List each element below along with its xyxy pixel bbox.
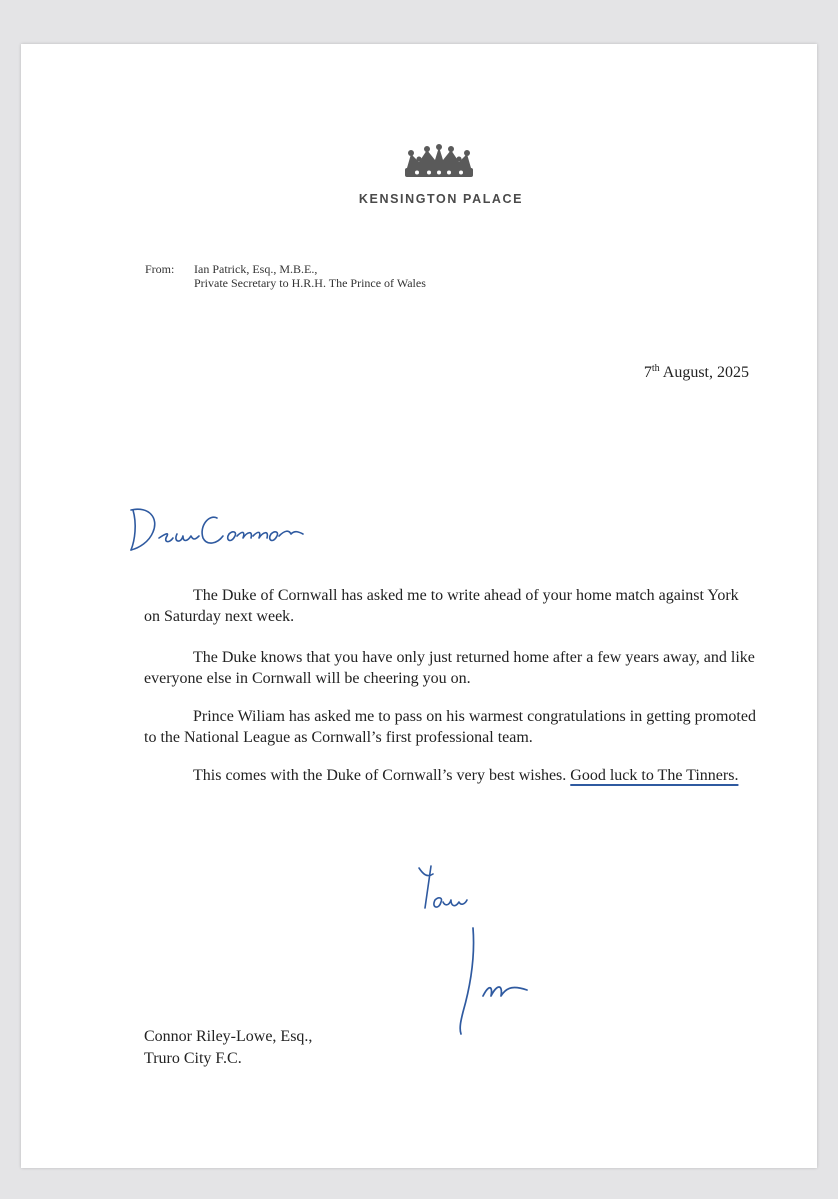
crown-crest-icon	[401, 144, 477, 180]
letterhead-title: KENSINGTON PALACE	[358, 192, 524, 206]
paragraph-2-text: The Duke knows that you have only just returned home after a few years away, and like everyone else in Cornwall will be cheering you on.	[144, 649, 755, 687]
body-paragraph-4	[144, 765, 756, 786]
handwritten-signature	[449, 924, 539, 1044]
date-day: 7	[643, 364, 652, 381]
letter-date	[581, 364, 749, 382]
body-paragraph-2	[144, 647, 756, 689]
body-paragraph-1	[144, 585, 756, 627]
date-rest: August, 2025	[662, 364, 749, 381]
paragraph-4-text: This comes with the Duke of Cornwall’s very best wishes.	[193, 767, 567, 784]
letter-page	[21, 44, 817, 1168]
recipient-name: Connor Riley-Lowe, Esq.,	[144, 1028, 313, 1045]
date-suffix: th	[651, 363, 660, 374]
sender-title: Private Secretary to H.R.H. The Prince of Wales	[194, 276, 426, 290]
body-paragraph-3	[144, 706, 756, 748]
paragraph-1-text: The Duke of Cornwall has asked me to write ahead of your home match against York on Saturday next week.	[144, 587, 739, 625]
handwritten-closing	[413, 864, 473, 924]
from-label: From:	[145, 262, 175, 276]
recipient-org: Truro City F.C.	[144, 1050, 242, 1067]
underlined-good-luck: Good luck to The Tinners.	[570, 767, 739, 784]
paragraph-3-text: Prince Wiliam has asked me to pass on his warmest congratulations in getting promoted to the National League as Cornwall’s first professional team.	[144, 708, 756, 746]
recipient-block	[144, 1026, 312, 1070]
handwritten-salutation	[125, 496, 315, 556]
sender-name: Ian Patrick, Esq., M.B.E.,	[194, 262, 318, 276]
